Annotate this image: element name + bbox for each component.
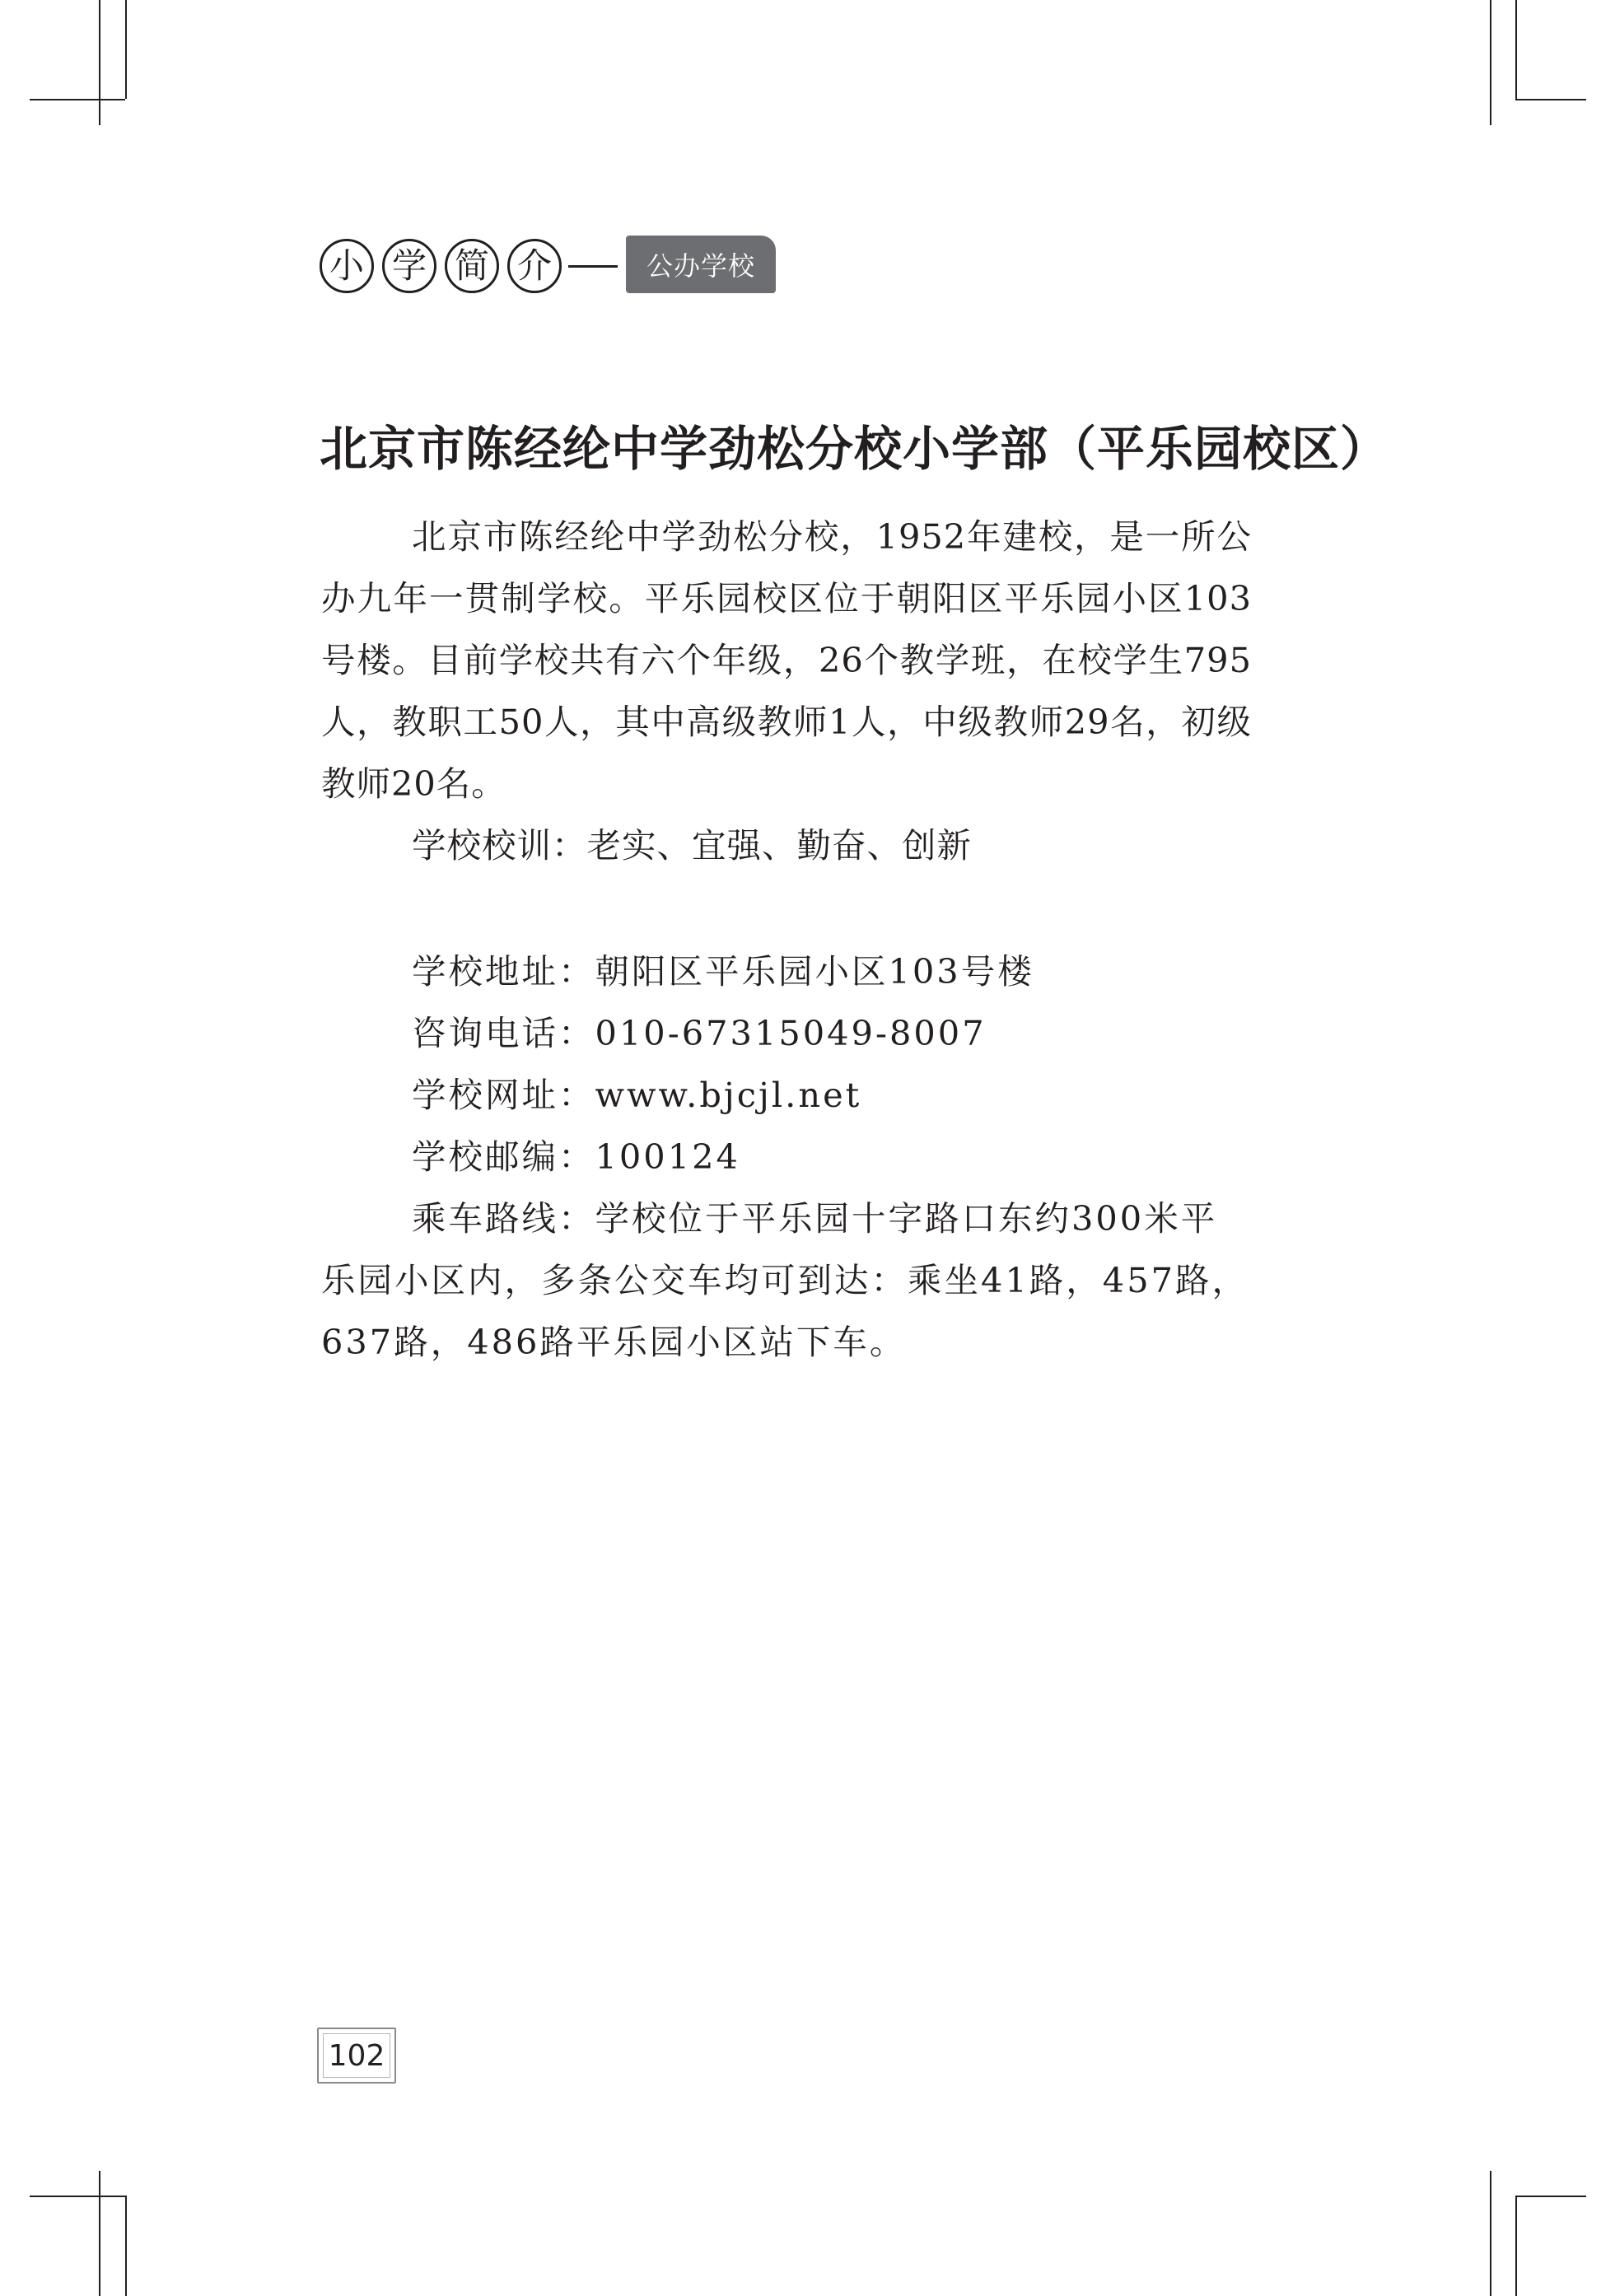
crop-mark — [1515, 2196, 1517, 2296]
intro-section — [321, 506, 1252, 876]
crop-mark — [99, 2171, 100, 2296]
info-section — [321, 940, 1252, 1373]
crop-mark — [1490, 0, 1491, 125]
crop-mark — [1515, 0, 1517, 99]
header-circle-char: 介 — [507, 239, 562, 293]
school-motto: 学校校训：老实、宜强、勤奋、创新 — [412, 825, 973, 866]
address-line: 学校地址：朝阳区平乐园小区103号楼 — [412, 951, 1034, 992]
category-tag: 公办学校 — [626, 236, 776, 293]
crop-mark — [99, 0, 100, 125]
crop-mark — [30, 99, 125, 100]
intro-paragraph: 北京市陈经纶中学劲松分校，1952年建校，是一所公办九年一贯制学校。平乐园校区位于朝阳区平乐园小区103号楼。目前学校共有六个年级，26个教学班，在校学生795人，教职工50人，其中高级教师1人，中级教师29名，初级教师20名。 — [321, 516, 1252, 804]
header-circle-char: 小 — [320, 239, 374, 293]
crop-mark — [1490, 2171, 1491, 2296]
route-paragraph: 乘车路线：学校位于平乐园十字路口东约300米平乐园小区内，多条公交车均可到达：乘坐41路，457路，637路，486路平乐园小区站下车。 — [321, 1198, 1249, 1362]
crop-mark — [30, 2196, 125, 2197]
crop-mark — [125, 0, 127, 99]
page-number: 102 — [323, 2033, 390, 2078]
header-circle-char: 学 — [382, 239, 436, 293]
website-line: 学校网址：www.bjcjl.net — [412, 1075, 862, 1115]
page-number-box — [317, 2028, 396, 2084]
section-header — [320, 236, 781, 303]
header-circle-char: 简 — [445, 239, 499, 293]
postcode-line: 学校邮编：100124 — [412, 1136, 740, 1177]
page-title: 北京市陈经纶中学劲松分校小学部（平乐园校区） — [320, 421, 1389, 477]
crop-mark — [1515, 99, 1586, 100]
phone-line: 咨询电话：010-67315049-8007 — [412, 1013, 987, 1053]
crop-mark — [125, 2196, 127, 2296]
header-connector-line — [568, 265, 618, 268]
crop-mark — [1515, 2196, 1586, 2197]
